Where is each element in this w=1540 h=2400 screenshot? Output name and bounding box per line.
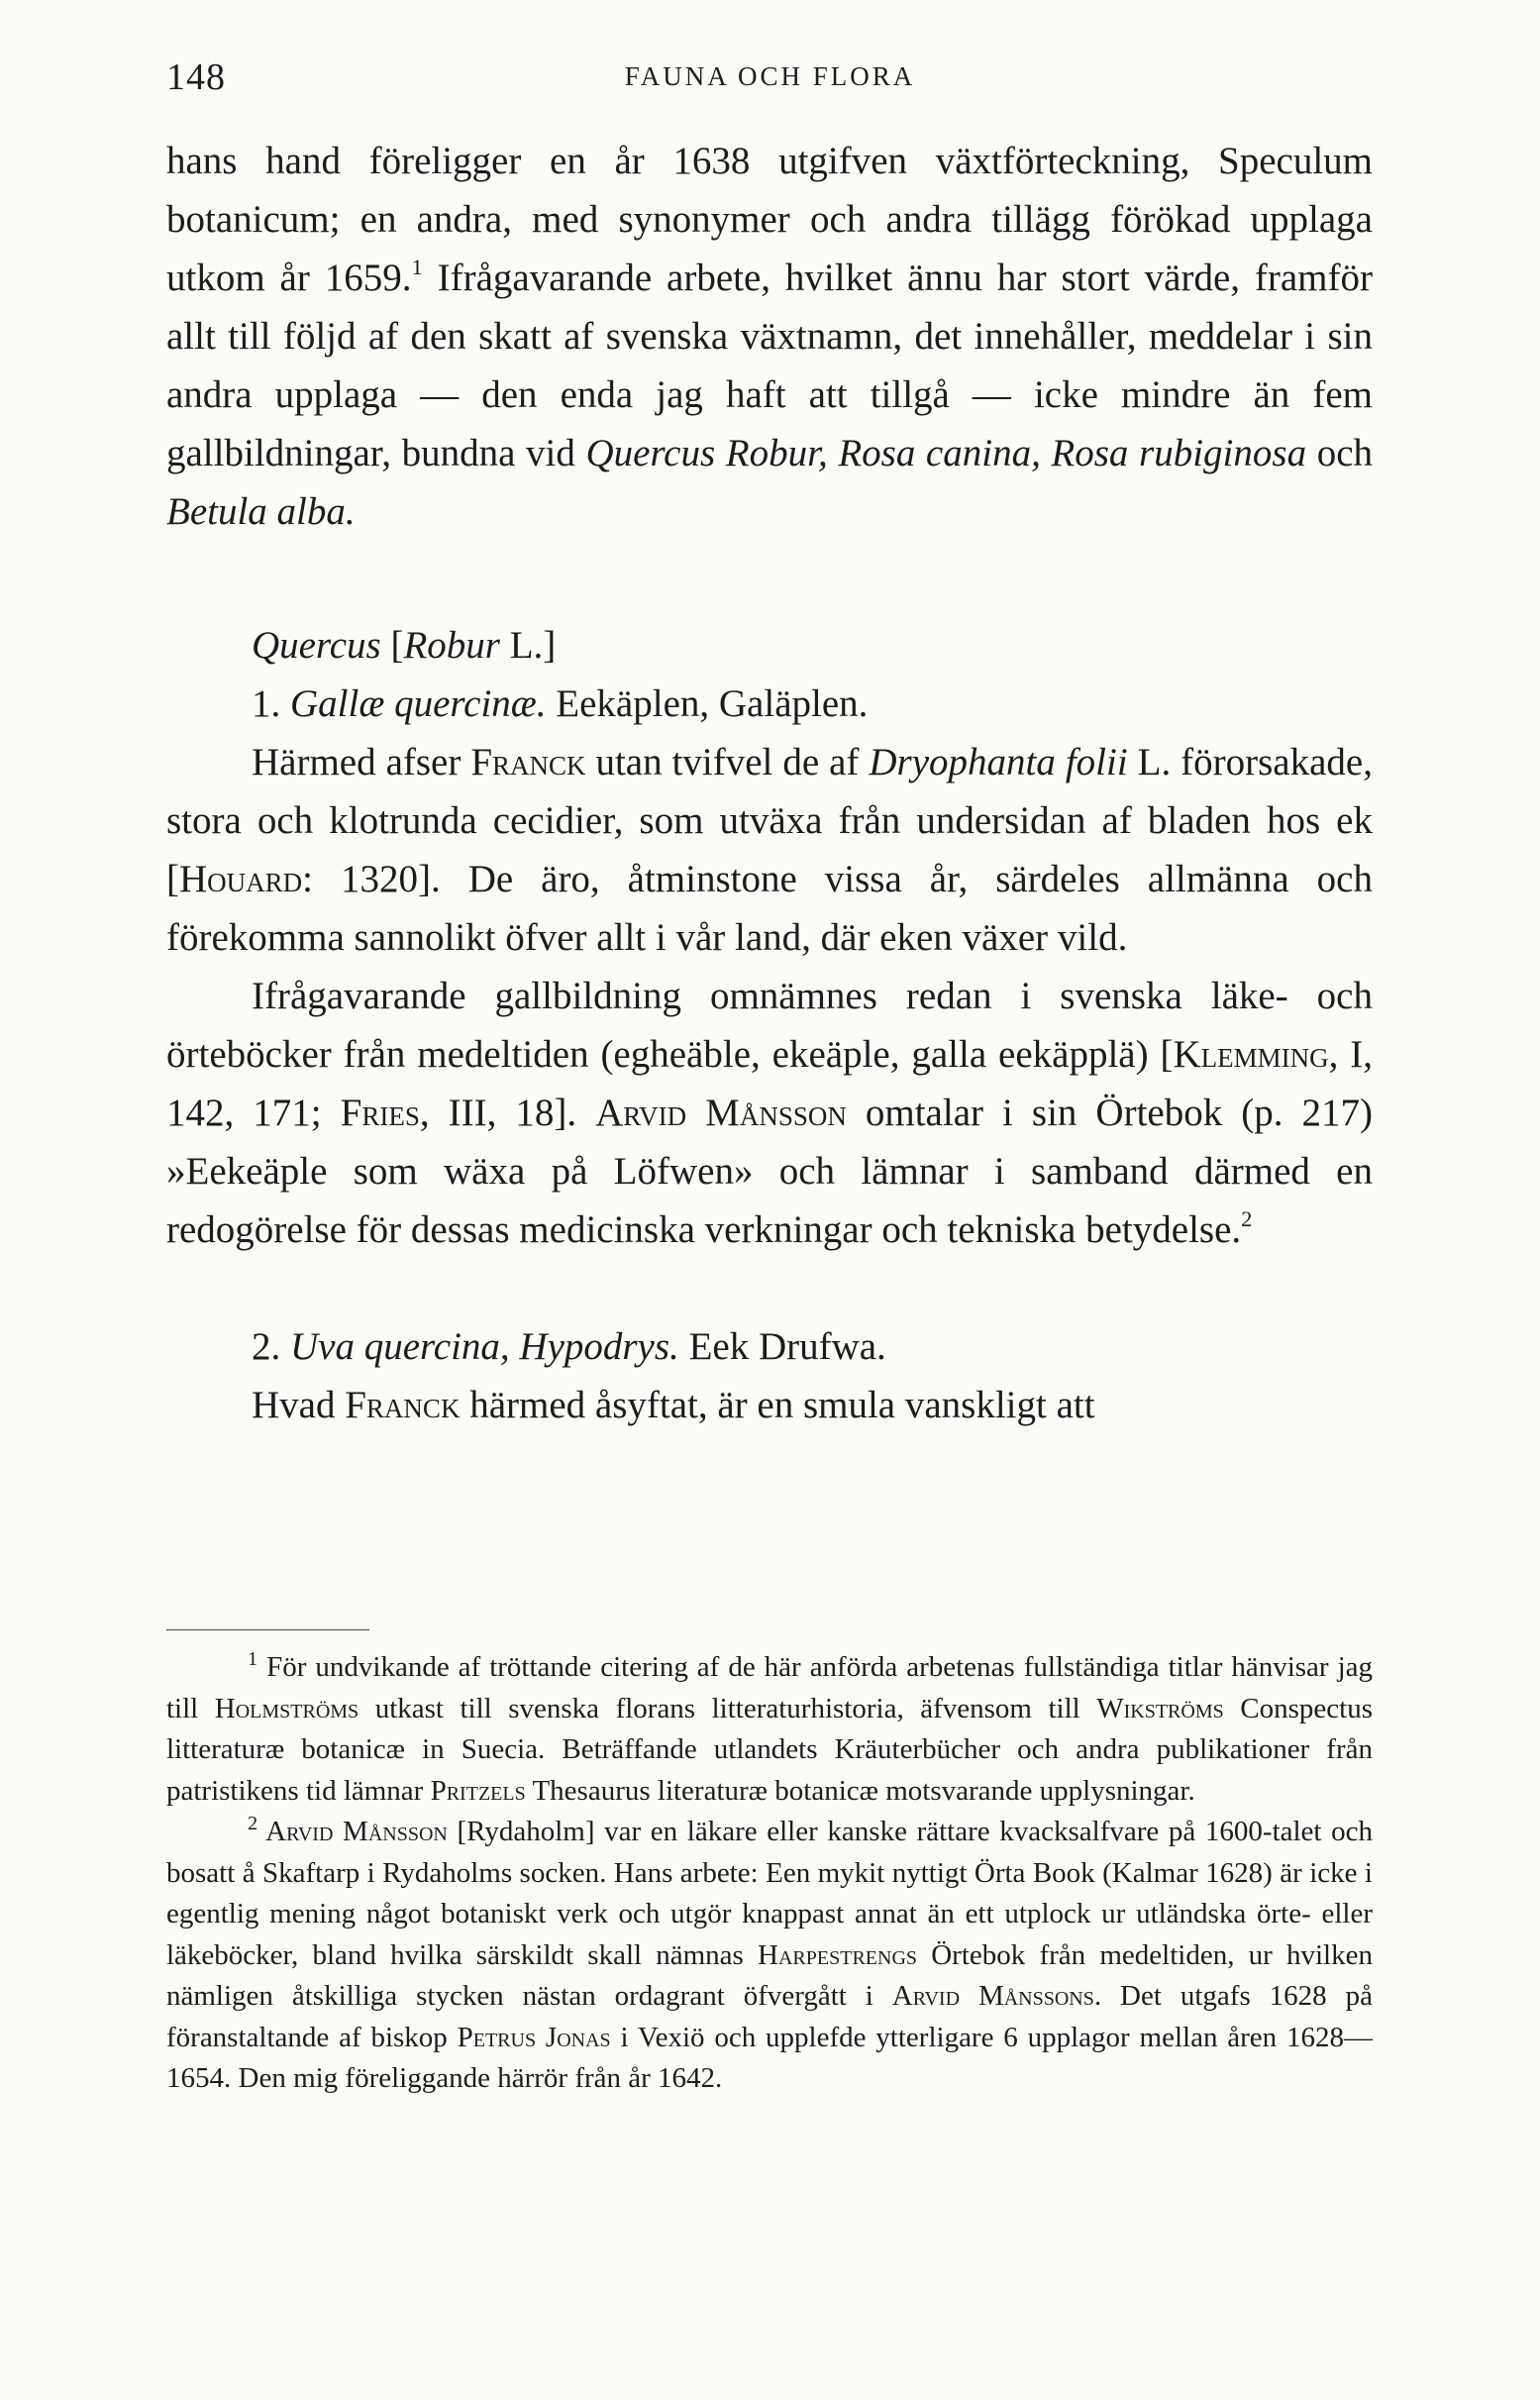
running-head: FAUNA OCH FLORA bbox=[624, 61, 916, 91]
author-name: Harpestrengs bbox=[758, 1938, 918, 1971]
author-name: Franck bbox=[345, 1384, 461, 1426]
footnote-ref-2: 2 bbox=[1241, 1206, 1253, 1232]
entry-number: 2. bbox=[252, 1325, 290, 1368]
text-run: Thesaurus literaturæ botanicæ motsvarande upplysningar. bbox=[525, 1774, 1195, 1807]
paragraph-dryophanta bbox=[166, 733, 1373, 967]
entry-number: 1. bbox=[252, 682, 290, 725]
text-run: [ bbox=[380, 624, 404, 667]
text-run: L.] bbox=[499, 624, 557, 667]
text-run: i Vexiö och upplefde ytterligare 6 upplagor mellan åren 1628—1654. Den mig föreliggande härrör från år 1642. bbox=[166, 2021, 1373, 2094]
entry-vernacular-name: Eek Drufwa. bbox=[678, 1325, 886, 1368]
text-run: Ifrågavarande arbete, hvilket ännu har stort värde, framför allt till följd af den skatt af svenska växtnamn, det innehåller, meddelar i sin andra upplaga — den enda jag haft att tillgå — icke mindre än fem gallbildningar, bundna vid bbox=[166, 257, 1373, 474]
text-run: och bbox=[1306, 432, 1374, 474]
footnote-ref-1: 1 bbox=[411, 255, 423, 280]
author-name: Houard bbox=[179, 858, 303, 900]
text-run: Ifrågavarande gallbildning omnämnes redan i svenska läke- och örteböcker från medeltiden (egheäble, ekeäple, galla eekäpplä) [ bbox=[166, 975, 1373, 1076]
text-run: Örtebok från medeltiden, ur hvilken nämligen åtskilliga stycken nästan ordagrant öfvergått i bbox=[166, 1938, 1373, 2012]
species-names: Quercus Robur, Rosa canina, Rosa rubiginosa bbox=[585, 432, 1307, 474]
text-run: Härmed afser bbox=[252, 741, 471, 783]
text-run: [Rydaholm] var en läkare eller kanske rättare kvacksalfvare på 1600-talet och bosatt å Skaftarp i Rydaholms socken. Hans arbete: Een mykit nyttigt Örta Book (Kalmar 1628) är icke i egentlig mening något botaniskt verk och utgör knappast annat än ett utplock ur utländska örte- eller läkeböcker, bland hvilka särskildt skall nämnas bbox=[166, 1816, 1373, 1971]
paragraph-medieval-books bbox=[166, 967, 1373, 1259]
page-header bbox=[0, 55, 1540, 103]
species-name: Betula alba. bbox=[166, 490, 356, 533]
entry-2-heading bbox=[166, 1317, 1373, 1376]
text-run: För undvikande af tröttande citering af de här anförda arbetenas fullständiga titlar hänvisar jag till bbox=[166, 1651, 1373, 1724]
text-run: utan tvifvel de af bbox=[585, 741, 870, 783]
footnote-2 bbox=[166, 1812, 1373, 2100]
footnote-mark: 1 bbox=[248, 1647, 258, 1670]
text-run: . Det utgafs 1628 på föranstaltande af biskop bbox=[166, 1980, 1373, 2053]
text-run: , III, 18]. bbox=[419, 1092, 596, 1134]
main-text bbox=[166, 132, 1373, 1434]
species-epithet: Robur bbox=[403, 624, 500, 667]
text-run: omtalar i sin Örtebok (p. 217) »Eekeäple som wäxa på Löfwen» och lämnar i samband därmed en redogörelse för dessas medicinska verkningar och tekniska betydelse. bbox=[166, 1092, 1373, 1251]
author-name: Arvid Månsson bbox=[595, 1092, 847, 1134]
text-run: härmed åsyftat, är en smula vanskligt att bbox=[460, 1384, 1095, 1426]
entry-latin-name: Uva quercina, Hypodrys. bbox=[290, 1325, 679, 1368]
text-run: : 1320]. De äro, åtminstone vissa år, särdeles allmänna och förekomma sannolikt öfver allt i vår land, där eken växer vild. bbox=[166, 858, 1373, 959]
author-name: Holmströms bbox=[214, 1692, 359, 1724]
text-run: hans hand föreligger en år 1638 utgifven växtförteckning, Speculum botanicum; en andra, med synonymer och andra tillägg förökad upplaga utkom år 1659. bbox=[166, 140, 1373, 299]
author-name: Pritzels bbox=[430, 1774, 526, 1807]
text-run: L. förorsakade, stora och klotrunda cecidier, som utväxa från undersidan af bladen hos ek [ bbox=[166, 741, 1373, 900]
entry-vernacular-name: Eekäplen, Galäplen. bbox=[546, 682, 869, 725]
paragraph-franck-uva bbox=[166, 1376, 1373, 1434]
author-name: Wikströms bbox=[1096, 1692, 1224, 1724]
text-run: Hvad bbox=[252, 1384, 346, 1426]
footnotes bbox=[166, 1647, 1373, 2100]
text-run: utkast till svenska florans litteraturhistoria, äfvensom till bbox=[359, 1692, 1097, 1724]
author-name: Arvid Månssons bbox=[891, 1980, 1094, 2012]
entry-latin-name: Gallæ quercinæ. bbox=[290, 682, 547, 725]
footnote-divider bbox=[166, 1629, 369, 1630]
species-name: Dryophanta folii bbox=[869, 741, 1128, 783]
paragraph-speculum-botanicum bbox=[166, 132, 1373, 541]
author-name: Franck bbox=[470, 741, 586, 783]
page-number: 148 bbox=[166, 56, 226, 98]
entry-1-heading bbox=[166, 675, 1373, 733]
genus-heading bbox=[166, 616, 1373, 675]
genus-name: Quercus bbox=[252, 624, 381, 667]
footnote-mark: 2 bbox=[248, 1812, 258, 1834]
footnote-1 bbox=[166, 1647, 1373, 1812]
text-run: Conspectus litteraturæ botanicæ in Suecia. Beträffande utlandets Kräuterbücher och andra publikationer från patristikens tid lämnar bbox=[166, 1692, 1373, 1807]
author-name: Arvid Månsson bbox=[257, 1816, 448, 1847]
author-name: Petrus Jonas bbox=[457, 2021, 611, 2053]
text-run: , I, 142, 171; bbox=[166, 1033, 1373, 1134]
author-name: Fries bbox=[340, 1092, 420, 1134]
author-name: Klemming bbox=[1173, 1033, 1329, 1076]
